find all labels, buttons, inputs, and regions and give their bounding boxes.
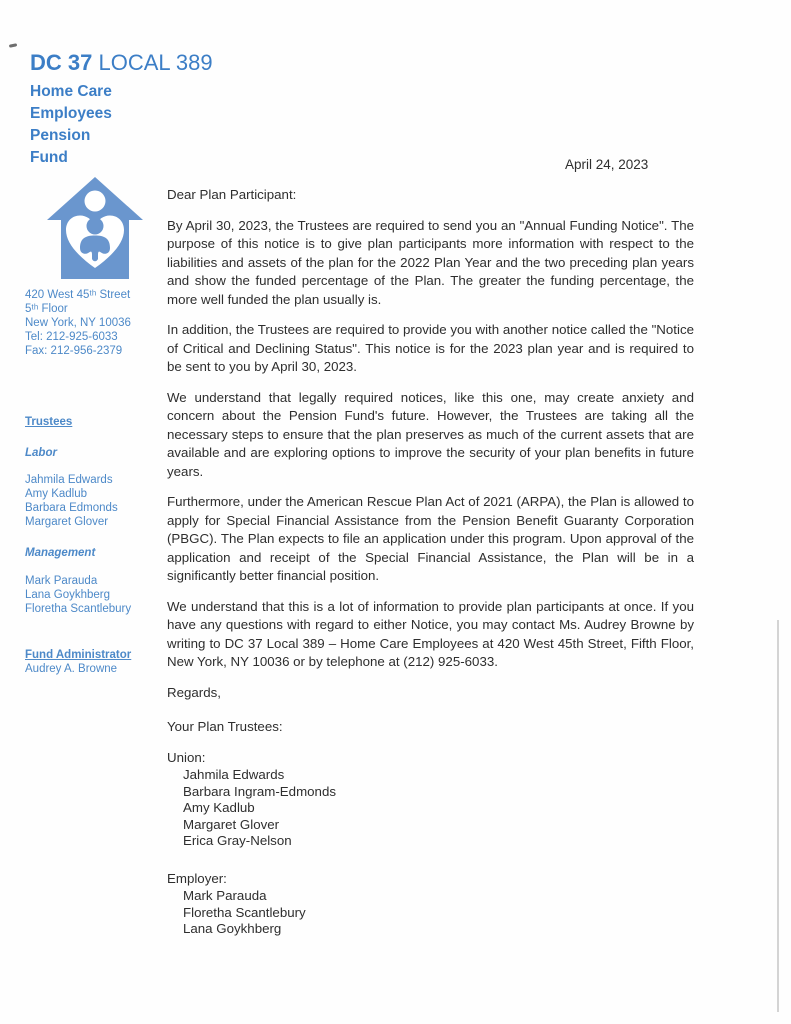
union-label: Union: xyxy=(167,749,206,765)
fund-administrator-name: Audrey A. Browne xyxy=(25,663,118,675)
fund-name-line: Pension xyxy=(30,127,91,144)
salutation: Dear Plan Participant: xyxy=(167,187,297,202)
letterhead xyxy=(30,50,213,169)
letter-paragraph: We understand that legally required notices, like this one, may create anxiety and concern about the Pension Fund's future. However, the Trustees are taking all the necessary steps to ensure that the plan preserves as much of the current assets that are available and are exploring options to improve the security of your plan benefits in future years. xyxy=(167,389,694,479)
fund-name-line: Employees xyxy=(30,105,112,122)
employer-signer-names xyxy=(167,888,694,938)
union-signature-block xyxy=(167,749,694,850)
signer-name: Barbara Ingram-Edmonds xyxy=(183,783,336,799)
trustee-name: Margaret Glover xyxy=(25,516,109,528)
letter-paragraph: In addition, the Trustees are required to provide you with another notice called the "Notice of Critical and Declining Status". This notice is for the 2023 plan year and is required to be sent to you by April 30, 2023. xyxy=(167,322,694,374)
signer-name: Jahmila Edwards xyxy=(183,767,285,782)
letter-paragraph: Furthermore, under the American Rescue Plan Act of 2021 (ARPA), the Plan is allowed to apply for Special Financial Assistance from the Pension Benefit Guaranty Corporation (PBGC). The Plan expects to file an application under this program. Upon approval of the application and receipt of the Special Financial Assistance, the Plan will be in a significantly better financial position. xyxy=(167,494,694,583)
letter-date: April 24, 2023 xyxy=(565,157,649,172)
fund-name-line: Home Care xyxy=(30,83,112,100)
signer-name: Erica Gray-Nelson xyxy=(183,833,292,848)
labor-heading: Labor xyxy=(25,447,57,459)
employer-signature-block xyxy=(167,870,694,938)
signer-name: Floretha Scantlebury xyxy=(183,904,306,920)
org-name xyxy=(30,50,213,76)
house-family-heart-logo-icon xyxy=(44,176,146,280)
fund-name-line: Fund xyxy=(30,149,68,166)
signer-name: Margaret Glover xyxy=(183,816,280,832)
letter-paragraph: By April 30, 2023, the Trustees are required to send you an "Annual Funding Notice". The purpose of this notice is to give plan participants more information with respect to the liabilities and assets of the plan for the 2022 Plan Year and the two preceding plan years and show the funded percentage of the Plan. The greater the funding percentage, the more well funded the plan usually is. xyxy=(167,217,694,307)
letter-body xyxy=(167,186,694,938)
signer-name: Amy Kadlub xyxy=(183,800,255,815)
trustee-name: Floretha Scantlebury xyxy=(25,603,132,615)
trustees-heading: Trustees xyxy=(25,416,73,428)
management-heading: Management xyxy=(25,547,96,559)
signature-intro: Your Plan Trustees: xyxy=(167,719,283,734)
scan-edge-artifact xyxy=(777,620,779,1012)
trustee-name: Jahmila Edwards xyxy=(25,474,113,486)
union-signer-names xyxy=(167,767,694,850)
management-trustee-names xyxy=(25,574,165,616)
trustee-name: Amy Kadlub xyxy=(25,488,88,500)
trustee-name: Mark Parauda xyxy=(25,575,98,587)
employer-label: Employer: xyxy=(167,870,227,886)
letter-paragraphs xyxy=(167,217,694,672)
trustee-name: Lana Goykhberg xyxy=(25,589,111,601)
fund-administrator-heading: Fund Administrator xyxy=(25,649,132,661)
fund-name xyxy=(30,81,213,169)
address-line: 5ᵗʰ Floor xyxy=(25,303,68,315)
address-line: 420 West 45ᵗʰ Street xyxy=(25,289,131,301)
signer-name: Mark Parauda xyxy=(183,888,267,903)
address-line: New York, NY 10036 xyxy=(25,317,131,329)
trustees-sidebar xyxy=(25,415,165,676)
closing: Regards, xyxy=(167,684,221,700)
signer-name: Lana Goykhberg xyxy=(183,921,282,936)
org-name-bold: DC 37 xyxy=(30,50,93,75)
letter-paragraph: We understand that this is a lot of information to provide plan participants at once. If you have any questions with regard to either Notice, you may contact Ms. Audrey Browne by writing to DC 37 Local 389 – Home Care Employees at 420 West 45th Street, Fifth Floor, New York, NY 10036 or by telephone at (212) 925-6033. xyxy=(167,598,694,669)
scan-artifact-mark xyxy=(9,43,17,47)
address-block xyxy=(25,288,131,358)
address-line: Tel: 212-925-6033 xyxy=(25,331,118,343)
labor-trustee-names xyxy=(25,473,165,529)
address-line: Fax: 212-956-2379 xyxy=(25,345,123,357)
trustee-name: Barbara Edmonds xyxy=(25,502,118,514)
org-name-rest: LOCAL 389 xyxy=(92,50,213,75)
